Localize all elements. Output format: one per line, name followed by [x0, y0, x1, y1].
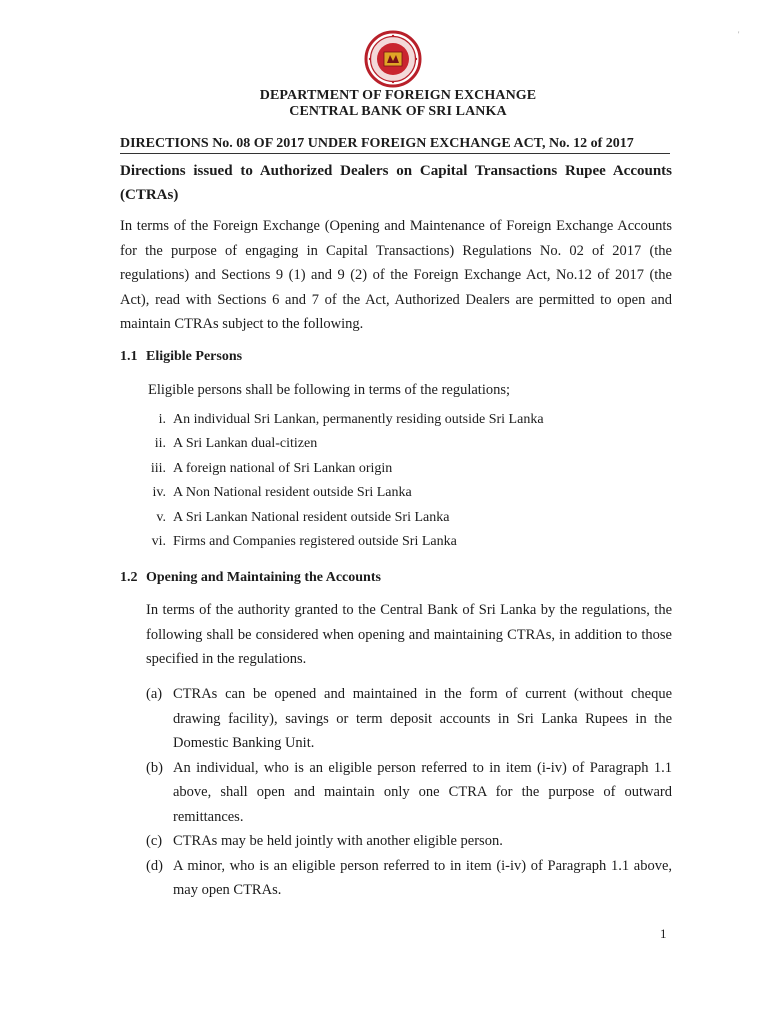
department-heading: DEPARTMENT OF FOREIGN EXCHANGE — [259, 88, 537, 103]
list-item-number: ii. — [154, 436, 166, 452]
list-item — [130, 481, 670, 505]
list-item-text: CTRAs can be opened and maintained in the form of current (without cheque drawing facility), savings or term deposit accounts in Sri Lanka Rupees in the Domestic Banking Unit. — [173, 686, 672, 751]
list-item-text: A Non National resident outside Sri Lanka — [173, 485, 412, 501]
list-item-letter: (c) — [146, 833, 163, 849]
list-item — [130, 408, 670, 432]
list-item-text: A minor, who is an eligible person referred to in item (i-iv) of Paragraph 1.1 above, may open CTRAs. — [173, 857, 672, 898]
list-item — [146, 829, 672, 854]
bank-heading: CENTRAL BANK OF SRI LANKA — [289, 104, 507, 119]
list-item-text: An individual Sri Lankan, permanently residing outside Sri Lanka — [173, 412, 544, 427]
opening-accounts-list — [146, 682, 672, 903]
list-item-letter: (d) — [146, 857, 163, 874]
page-number: 1 — [660, 926, 667, 941]
list-item — [146, 854, 672, 903]
section-title: Eligible Persons — [146, 349, 243, 364]
directions-title: DIRECTIONS No. 08 OF 2017 UNDER FOREIGN EXCHANGE ACT, No. 12 of 2017 — [120, 136, 670, 154]
list-item — [146, 682, 672, 756]
list-item-text: A foreign national of Sri Lankan origin — [173, 460, 393, 476]
list-item-text: An individual, who is an eligible person referred to in item (i-iv) of Paragraph 1.1 above, shall open and maintain only one CTRA for the purpose of outward remittances. — [173, 759, 672, 825]
section-title: Opening and Maintaining the Accounts — [146, 570, 381, 585]
list-item-number: iii. — [150, 460, 166, 476]
list-item — [130, 506, 670, 530]
list-item-number: i. — [158, 412, 166, 427]
list-item — [130, 432, 670, 456]
list-item-number: iv. — [152, 485, 166, 501]
central-bank-seal-icon — [364, 30, 422, 88]
section-heading-1-2 — [120, 570, 381, 586]
list-item — [130, 457, 670, 481]
intro-paragraph: In terms of the Foreign Exchange (Opening and Maintenance of Foreign Exchange Accounts for the purpose of engaging in Capital Transactions) Regulations No. 02 of 2017 (the regulations) and Sections 9 (1) and 9 (2) of the Foreign Exchange Act, No.12 of 2017 (the Act), read with Sections 6 and 7 of the Act, Authorized Dealers are permitted to open and maintain CTRAs subject to the following. — [120, 218, 672, 332]
list-item-number: vi. — [151, 533, 166, 549]
section-number: 1.1 — [120, 349, 138, 364]
list-item — [130, 530, 670, 554]
list-item-letter: (b) — [146, 759, 163, 776]
list-item-text: Firms and Companies registered outside Sri Lanka — [173, 533, 457, 549]
list-item — [146, 756, 672, 830]
list-item-text: A Sri Lankan National resident outside Sri Lanka — [173, 509, 450, 525]
section-number: 1.2 — [120, 570, 138, 585]
list-item-number: v. — [156, 509, 166, 525]
eligible-persons-intro: Eligible persons shall be following in terms of the regulations; — [148, 382, 511, 398]
opening-accounts-intro: In terms of the authority granted to the Central Bank of Sri Lanka by the regulations, the following shall be considered when opening and maintaining CTRAs, in addition to those specified in the regulations. — [146, 602, 672, 667]
document-subtitle: Directions issued to Authorized Dealers on Capital Transactions Rupee Accounts (CTRAs) — [120, 163, 672, 203]
section-heading-1-1 — [120, 349, 242, 365]
eligible-persons-list — [130, 408, 670, 554]
scan-mark: ' — [738, 30, 740, 39]
list-item-text: A Sri Lankan dual-citizen — [173, 436, 318, 452]
list-item-letter: (a) — [146, 686, 163, 702]
list-item-text: CTRAs may be held jointly with another eligible person. — [173, 833, 503, 849]
